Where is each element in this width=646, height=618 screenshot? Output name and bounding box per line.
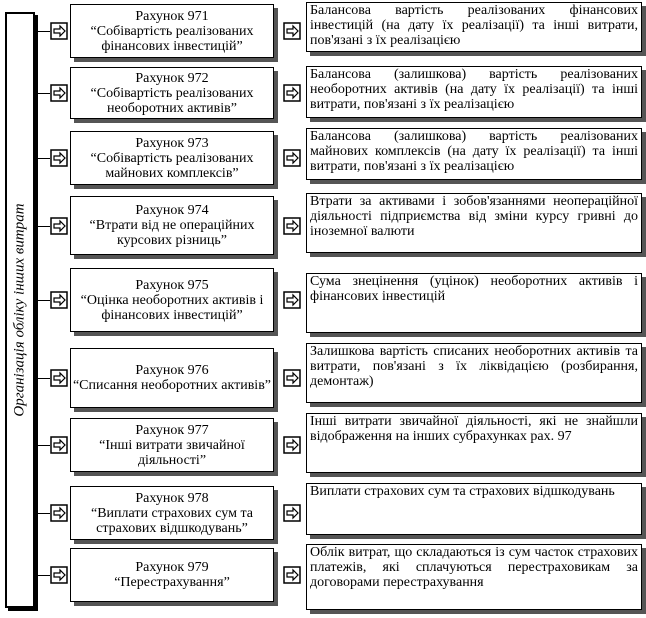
account-number: Рахунок 972	[135, 70, 209, 86]
arrow-right-icon	[50, 291, 68, 309]
account-box	[70, 268, 274, 332]
side-label-box	[5, 12, 35, 608]
account-description: Інші витрати звичайної діяльності, які не знайшли відображення на інших субрахунках рах. 97	[306, 413, 642, 473]
account-description: Облік витрат, що складаються із сум часток страхових платежів, які сплачуються перестраховикам за договорами перестрахування	[306, 544, 642, 610]
arrow-right-icon	[283, 22, 301, 40]
account-description: Балансова (залишкова) вартість реалізованих майнових комплексів (на дату їх реалізації) та інші витрати, пов'язані з їх реалізацією	[306, 128, 642, 180]
account-box	[70, 348, 274, 408]
account-description: Залишкова вартість списаних необоротних активів та витрати, пов'язані з їх ліквідацією (розбирання, демонтаж)	[306, 343, 642, 403]
arrow-right-icon	[50, 22, 68, 40]
account-number: Рахунок 973	[135, 135, 209, 151]
arrow-right-icon	[50, 369, 68, 387]
account-box	[70, 131, 274, 185]
arrow-right-icon	[283, 504, 301, 522]
arrow-right-icon	[283, 566, 301, 584]
connector-line	[38, 378, 50, 379]
account-name: “Втрати від не операційних курсових різниць”	[89, 218, 255, 248]
side-label: Організація обліку інших витрат	[11, 203, 28, 417]
arrow-right-icon	[50, 566, 68, 584]
account-description: Втрати за активами і зобов'язаннями неопераційної діяльності підприємства від зміни курсу гривні до іноземної валюти	[306, 193, 642, 253]
arrow-right-icon	[283, 436, 301, 454]
arrow-right-icon	[50, 504, 68, 522]
account-name: “Собівартість реалізованих майнових комплексів”	[90, 150, 254, 181]
connector-line	[38, 300, 50, 301]
account-name: “Виплати страхових сум та страхових відшкодувань”	[91, 505, 253, 536]
account-box	[70, 418, 274, 472]
account-box	[70, 548, 274, 602]
account-name: “Оцінка необоротних активів і фінансових інвестицій”	[80, 292, 264, 323]
arrow-right-icon	[283, 84, 301, 102]
arrow-right-icon	[50, 149, 68, 167]
account-number: Рахунок 971	[135, 8, 209, 24]
account-number: Рахунок 975	[135, 277, 209, 293]
connector-line	[38, 513, 50, 514]
arrow-right-icon	[283, 369, 301, 387]
account-box	[70, 486, 274, 540]
account-number: Рахунок 974	[135, 203, 209, 218]
arrow-right-icon	[283, 291, 301, 309]
connector-line	[38, 226, 50, 227]
arrow-right-icon	[283, 217, 301, 235]
account-name: “Перестрахування”	[114, 575, 230, 590]
connector-line	[38, 31, 50, 32]
account-name: “Собівартість реалізованих необоротних активів”	[90, 85, 254, 116]
account-name: “Інші витрати звичайної діяльності”	[99, 437, 245, 468]
account-name: “Списання необоротних активів”	[72, 378, 272, 393]
account-number: Рахунок 977	[135, 422, 209, 438]
arrow-right-icon	[50, 217, 68, 235]
account-number: Рахунок 976	[135, 363, 209, 378]
account-description: Сума знецінення (уцінок) необоротних активів і фінансових інвестицій	[306, 273, 642, 333]
account-description: Виплати страхових сум та страхових відшкодувань	[306, 483, 642, 535]
account-box	[70, 67, 274, 119]
arrow-right-icon	[50, 84, 68, 102]
account-box	[70, 4, 274, 58]
account-description: Балансова вартість реалізованих фінансових інвестицій (на дату їх реалізації) та інші витрати, пов'язані з їх реалізацією	[306, 2, 642, 52]
account-number: Рахунок 978	[135, 490, 209, 506]
account-name: “Собівартість реалізованих фінансових інвестицій”	[90, 23, 254, 54]
account-box	[70, 196, 274, 255]
arrow-right-icon	[283, 149, 301, 167]
account-description: Балансова (залишкова) вартість реалізованих необоротних активів (на дату їх реалізації) та інші витрати, пов'язані з їх реалізацією	[306, 66, 642, 118]
connector-line	[38, 575, 50, 576]
connector-line	[38, 445, 50, 446]
connector-line	[38, 158, 50, 159]
account-number: Рахунок 979	[135, 560, 209, 575]
connector-line	[38, 93, 50, 94]
arrow-right-icon	[50, 436, 68, 454]
